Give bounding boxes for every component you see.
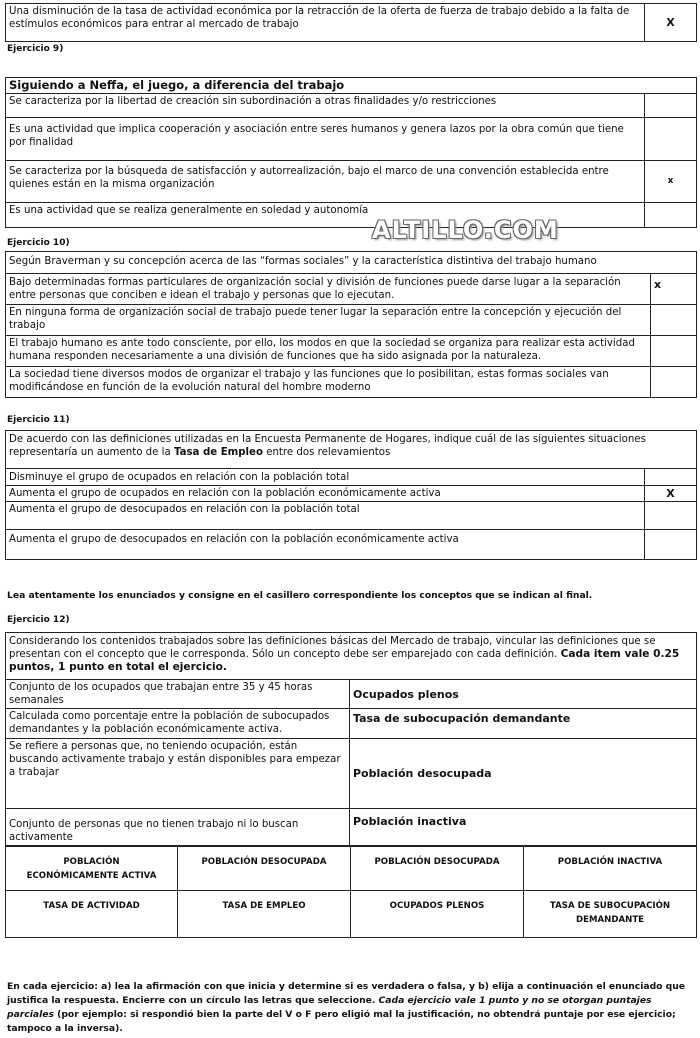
table-row <box>6 252 697 274</box>
table-row <box>6 502 697 530</box>
answer-mark <box>645 530 697 560</box>
answer-mark <box>645 118 697 161</box>
concept-cell: Tasa de subocupación demandante <box>350 709 697 739</box>
table-row <box>6 4 697 42</box>
question-header: Siguiendo a Neffa, el juego, a diferencia del trabajo <box>6 78 697 94</box>
definition-cell: Calculada como porcentaje entre la población de subocupados demandantes y la población económicamente activa. <box>6 709 350 739</box>
option-text: Es una actividad que implica cooperación y asociación entre seres humanos y genera lazos por la obra común que tiene por finalidad <box>6 118 645 161</box>
definition-cell: Se refiere a personas que, no teniendo ocupación, están buscando activamente trabajo y están disponibles para empezar a trabajar <box>6 739 350 809</box>
answer-mark <box>645 502 697 530</box>
question-text-end: entre dos relevamientos <box>262 447 391 458</box>
option-text: Es una actividad que se realiza generalmente en soledad y autonomía <box>6 203 645 228</box>
exercise-intro <box>6 633 697 680</box>
definition-cell: Conjunto de personas que no tienen trabajo ni lo buscan activamente <box>6 809 350 846</box>
table-row <box>6 891 697 938</box>
concept-cell: Ocupados plenos <box>350 680 697 709</box>
watermark: ALTILLO.COM <box>372 216 559 244</box>
table-row <box>6 274 697 305</box>
table-row <box>6 739 697 809</box>
table-row <box>6 847 697 891</box>
table-row <box>6 118 697 161</box>
concept-option: POBLACIÓN INACTIVA <box>524 847 697 891</box>
concept-option: POBLACIÓN ECONÓMICAMENTE ACTIVA <box>6 847 178 891</box>
question-text: De acuerdo con las definiciones utilizadas en la Encuesta Permanente de Hogares, indique cuál de las siguientes situaciones representaría un aumento de la <box>9 434 646 458</box>
concept-option: TASA DE SUBOCUPACIÓN DEMANDANTE <box>524 891 697 938</box>
instruction-text: Lea atentamente los enunciados y consigne en el casillero correspondiente los conceptos que se indican al final. <box>7 590 593 601</box>
answer-mark: X <box>645 486 697 502</box>
concept-bank-table <box>5 846 697 938</box>
exercise-label: Ejercicio 12) <box>7 615 70 625</box>
option-text: Aumenta el grupo de ocupados en relación con la población económicamente activa <box>6 486 645 502</box>
final-text: En cada ejercicio: a) lea la afirmación con que inicia y determine si es verdadera o falsa, y b) elija a continuación el enunciado que justifica la respuesta. Encierre con un círculo las letras que seleccione. <box>7 981 686 1006</box>
answer-mark <box>645 94 697 118</box>
table-row <box>6 633 697 680</box>
answer-mark: x <box>645 161 697 203</box>
question-header: Según Braverman y su concepción acerca de las “formas sociales” y la característica distintiva del trabajo humano <box>6 252 697 274</box>
exercise-10-table <box>5 251 697 398</box>
question-emphasis: Tasa de Empleo <box>173 447 263 458</box>
option-text: Una disminución de la tasa de actividad económica por la retracción de la oferta de fuerza de trabajo debido a la falta de estímulos económicos para entrar al mercado de trabajo <box>6 4 645 42</box>
answer-mark: X <box>645 4 697 42</box>
concept-cell: Población desocupada <box>350 739 697 809</box>
table-row <box>6 78 697 94</box>
concept-option: POBLACIÓN DESOCUPADA <box>351 847 524 891</box>
exercise-11-table <box>5 430 697 560</box>
concept-cell: Población inactiva <box>350 809 697 846</box>
question-header <box>6 431 697 469</box>
answer-mark <box>651 367 697 398</box>
option-text: Bajo determinadas formas particulares de organización social y división de funciones puede darse lugar a la separación entre personas que conciben e idean el trabajo y personas que lo ejecutan. <box>6 274 651 305</box>
option-text: El trabajo humano es ante todo consciente, por ello, los modos en que la sociedad se organiza para realizar esta actividad humana responden necesariamente a una división de funciones que ha sido asignada por la naturaleza. <box>6 336 651 367</box>
answer-mark <box>651 336 697 367</box>
concept-option: OCUPADOS PLENOS <box>351 891 524 938</box>
final-scoring-note: Cada ejercicio vale 1 punto y no se otorgan puntajes parciales <box>7 995 652 1020</box>
table-row <box>6 161 697 203</box>
answer-mark <box>645 203 697 228</box>
intro-scoring: Cada item vale 0.25 puntos, 1 punto en total el ejercicio. <box>9 648 680 673</box>
exercise-label: Ejercicio 9) <box>7 44 64 54</box>
table-row <box>6 809 697 846</box>
option-text: Disminuye el grupo de ocupados en relación con la población total <box>6 469 645 486</box>
option-text: La sociedad tiene diversos modos de organizar el trabajo y las funciones que lo posibilitan, estas formas sociales van modificándose en función de la evolución natural del hombre moderno <box>6 367 651 398</box>
table-row <box>6 94 697 118</box>
table-row <box>6 431 697 469</box>
table-row <box>6 367 697 398</box>
concept-option: TASA DE EMPLEO <box>178 891 351 938</box>
exercise-label: Ejercicio 10) <box>7 238 70 248</box>
exercise-label: Ejercicio 11) <box>7 415 70 425</box>
table-row <box>6 469 697 486</box>
concept-option: TASA DE ACTIVIDAD <box>6 891 178 938</box>
answer-mark: x <box>651 274 697 305</box>
exercise-9-table <box>5 77 697 228</box>
table-row <box>6 709 697 739</box>
exercise-12-table <box>5 632 697 846</box>
table-row <box>6 336 697 367</box>
definition-cell: Conjunto de los ocupados que trabajan entre 35 y 45 horas semanales <box>6 680 350 709</box>
option-text: Aumenta el grupo de desocupados en relación con la población económicamente activa <box>6 530 645 560</box>
option-text: Se caracteriza por la búsqueda de satisfacción y autorrealización, bajo el marco de una convención establecida entre quienes están en la misma organización <box>6 161 645 203</box>
intro-text: Considerando los contenidos trabajados sobre las definiciones básicas del Mercado de trabajo, vincular las definiciones que se presentan con el concepto que le corresponda. Sólo un concepto debe ser emparejado con cada definición. <box>9 636 656 660</box>
table-row <box>6 203 697 228</box>
final-text-end: (por ejemplo: si respondió bien la parte del V o F pero eligió mal la justificación, no obtendrá puntaje por ese ejercicio; tampoco a la inversa). <box>7 1009 676 1034</box>
table-row <box>6 680 697 709</box>
final-instructions <box>7 980 695 1036</box>
concept-option: POBLACIÓN DESOCUPADA <box>178 847 351 891</box>
option-text: Aumenta el grupo de desocupados en relación con la población total <box>6 502 645 530</box>
option-text: En ninguna forma de organización social de trabajo puede tener lugar la separación entre la concepción y ejecución del trabajo <box>6 305 651 336</box>
answer-mark <box>645 469 697 486</box>
option-text: Se caracteriza por la libertad de creación sin subordinación a otras finalidades y/o restricciones <box>6 94 645 118</box>
table-row <box>6 486 697 502</box>
answer-mark <box>651 305 697 336</box>
table-row <box>6 305 697 336</box>
table-row <box>6 530 697 560</box>
top-item-table <box>5 3 697 42</box>
